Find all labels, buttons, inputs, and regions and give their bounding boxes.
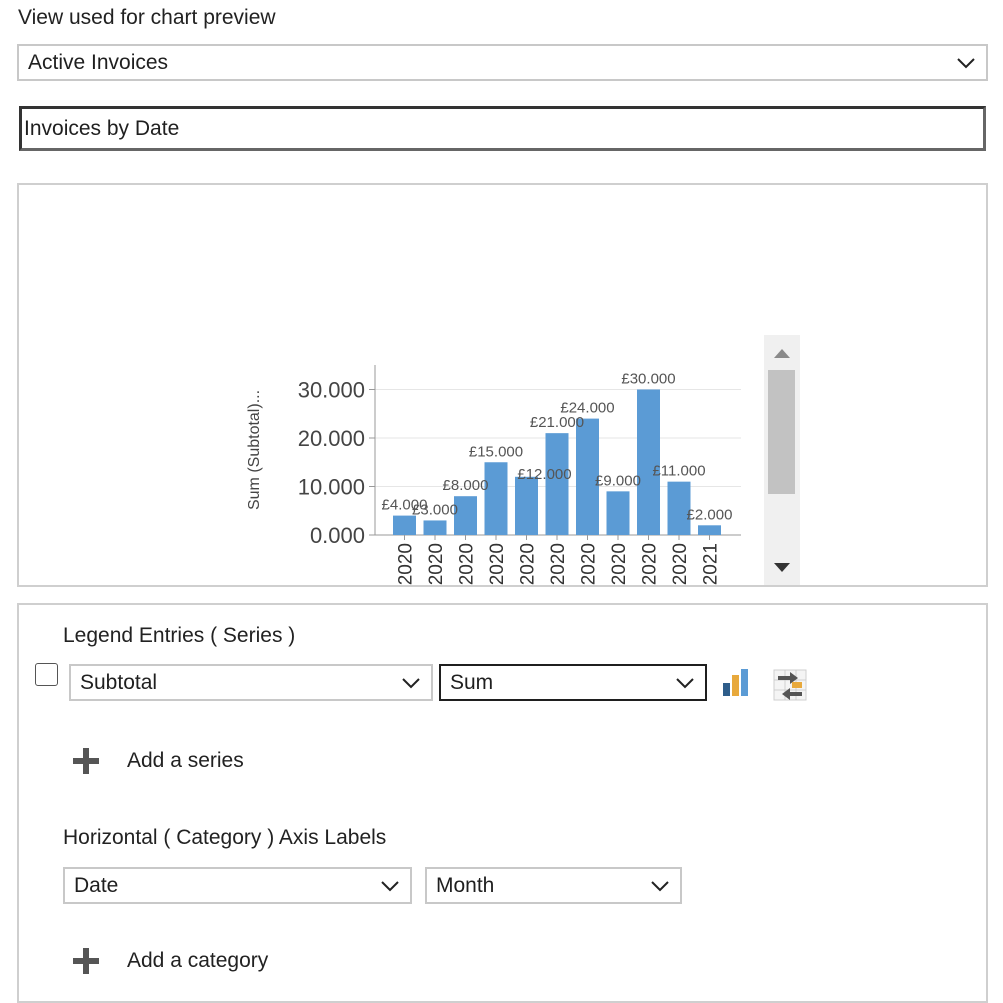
series-aggregate-value: Sum bbox=[450, 670, 494, 694]
data-label: £30.000 bbox=[621, 370, 676, 388]
category-grouping-select[interactable] bbox=[425, 867, 682, 904]
chart-preview-panel bbox=[17, 183, 988, 587]
chevron-down-icon bbox=[401, 676, 421, 690]
data-label: £9.000 bbox=[595, 472, 641, 490]
view-select-value: Active Invoices bbox=[28, 50, 169, 74]
chart-bar bbox=[393, 516, 416, 535]
add-category-label: Add a category bbox=[127, 949, 269, 972]
data-label: £8.000 bbox=[442, 477, 489, 495]
x-tick-label: 2020 bbox=[670, 543, 691, 585]
view-preview-label: View used for chart preview bbox=[18, 6, 276, 29]
chevron-down-icon bbox=[380, 879, 400, 893]
chevron-down-icon bbox=[675, 676, 695, 690]
series-options-icon[interactable] bbox=[772, 668, 808, 702]
data-label: £15.000 bbox=[468, 443, 524, 461]
chart-bar bbox=[607, 491, 630, 535]
x-tick-label: 2020 bbox=[548, 543, 569, 585]
data-label: £11.000 bbox=[652, 462, 706, 480]
chevron-down-icon bbox=[956, 56, 976, 70]
data-label: £4.000 bbox=[381, 496, 428, 514]
chart-name-input[interactable] bbox=[19, 106, 986, 151]
chart-bar bbox=[424, 520, 447, 535]
category-grouping-value: Month bbox=[436, 873, 495, 897]
y-tick-label: 0.000 bbox=[309, 523, 365, 548]
x-tick-label: 2020 bbox=[426, 543, 447, 585]
add-series-button[interactable] bbox=[71, 746, 244, 776]
category-axis-label: Horizontal ( Category ) Axis Labels bbox=[63, 826, 387, 849]
series-field-select[interactable] bbox=[69, 664, 433, 701]
category-field-value: Date bbox=[74, 873, 119, 897]
x-tick-label: 2020 bbox=[487, 543, 508, 585]
scroll-down-arrow-icon[interactable] bbox=[774, 563, 790, 573]
data-label: £3.000 bbox=[412, 501, 458, 519]
y-axis-title: Sum (Subtotal)... bbox=[246, 389, 263, 511]
y-tick-label: 20.000 bbox=[297, 426, 365, 451]
series-field-value: Subtotal bbox=[80, 670, 158, 694]
plus-icon bbox=[71, 746, 101, 776]
data-label: £21.000 bbox=[529, 414, 585, 432]
chart-svg bbox=[19, 185, 986, 585]
chart-bar bbox=[515, 477, 538, 535]
chart-bar bbox=[485, 462, 508, 535]
chart-bar bbox=[698, 525, 721, 535]
data-label: £12.000 bbox=[517, 465, 572, 483]
chart-bar bbox=[546, 433, 569, 535]
x-tick-label: 2020 bbox=[578, 543, 600, 585]
plus-icon bbox=[71, 946, 101, 976]
scroll-up-arrow-icon[interactable] bbox=[774, 348, 790, 358]
chevron-down-icon bbox=[650, 879, 670, 893]
x-tick-label: 2020 bbox=[456, 543, 478, 585]
chart-settings-panel bbox=[17, 603, 988, 1003]
x-tick-label: 2020 bbox=[639, 543, 661, 585]
bar-chart-icon[interactable] bbox=[720, 666, 752, 698]
x-tick-label: 2020 bbox=[517, 543, 539, 585]
x-tick-label: 2021 bbox=[700, 543, 722, 585]
chart-name-value: Invoices by Date bbox=[24, 116, 180, 140]
add-series-label: Add a series bbox=[127, 749, 244, 772]
legend-entries-label: Legend Entries ( Series ) bbox=[63, 624, 296, 647]
add-category-button[interactable] bbox=[71, 946, 268, 976]
series-checkbox[interactable] bbox=[35, 663, 58, 686]
data-label: £2.000 bbox=[686, 506, 733, 524]
y-tick-label: 10.000 bbox=[297, 474, 365, 500]
series-aggregate-select[interactable] bbox=[439, 664, 707, 701]
data-label: £24.000 bbox=[560, 399, 615, 417]
chart-scrollbar[interactable] bbox=[764, 335, 800, 585]
x-tick-label: 2020 bbox=[609, 543, 630, 585]
category-field-select[interactable] bbox=[63, 867, 412, 904]
y-tick-label: 30.000 bbox=[297, 377, 365, 403]
view-select[interactable] bbox=[17, 44, 988, 81]
scrollbar-thumb[interactable] bbox=[768, 370, 795, 494]
x-tick-label: 2020 bbox=[395, 543, 417, 585]
